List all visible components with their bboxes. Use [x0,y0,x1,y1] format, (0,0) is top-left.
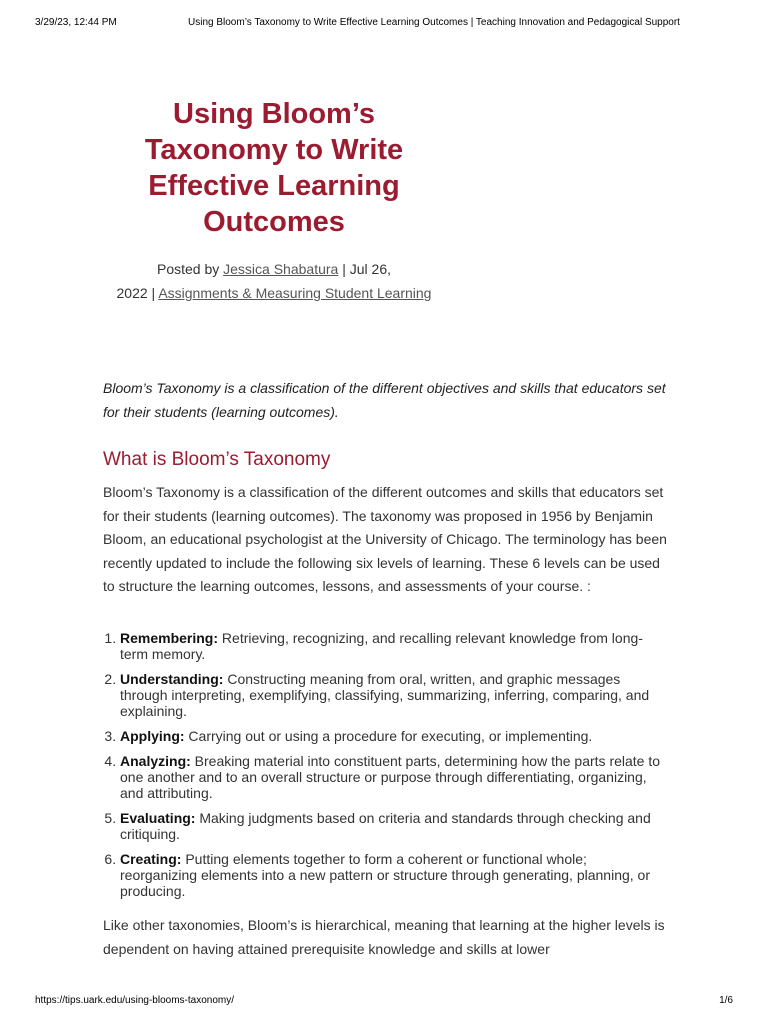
author-link[interactable]: Jessica Shabatura [223,261,339,277]
level-term: Evaluating: [120,809,196,826]
page-number: 1/6 [719,995,733,1006]
levels-list [103,630,667,899]
closing-paragraph: Like other taxonomies, Bloom’s is hierarchical, meaning that learning at the higher levels is dependent on having attained prerequisite knowledge and skills at lower [103,916,665,957]
article-header [103,96,445,305]
level-term: Understanding: [120,670,224,687]
post-date-part2: 2022 | [116,285,159,301]
level-desc: Constructing meaning from oral, written, and graphic messages through interpreting, exemplifying, classifying, summarizing, inferring, comparing, and explaining. [120,670,650,719]
posted-by-label: Posted by [156,261,224,277]
level-desc: Putting elements together to form a coherent or functional whole; reorganizing elements into a new pattern or structure through generating, planning, or producing. [120,850,650,899]
level-desc: Breaking material into constituent parts, determining how the parts relate to one another and to an overall structure or purpose through differentiating, organizing, and attributing. [120,752,661,801]
category-link[interactable]: Assignments & Measuring Student Learning [158,285,432,301]
level-term: Creating: [120,850,182,867]
section-heading: What is Bloom’s Taxonomy [103,449,331,470]
level-desc: Making judgments based on criteria and standards through checking and critiquing. [120,809,651,842]
section-paragraph: Bloom’s Taxonomy is a classification of the different outcomes and skills that educators set for their students (learning outcomes). The taxonomy was proposed in 1956 by Benjamin Bloom, an educational psychologist at the University of Chicago. The terminology has been recently updated to include the following six levels of learning. These 6 levels can be used to structure the learning outcomes, lessons, and assessments of your course. : [103,484,667,594]
post-date-part1: | Jul 26, [338,261,391,277]
level-term: Applying: [120,727,185,744]
list-item [120,810,667,842]
print-timestamp: 3/29/23, 12:44 PM [35,17,117,28]
level-desc: Retrieving, recognizing, and recalling relevant knowledge from long-term memory. [120,629,643,662]
level-desc: Carrying out or using a procedure for executing, or implementing. [184,727,593,744]
page-title: Using Bloom’s Taxonomy to Write Effective Learning Outcomes [144,98,404,238]
list-item [120,630,667,662]
level-term: Analyzing: [120,752,191,769]
print-document-title: Using Bloom’s Taxonomy to Write Effective Learning Outcomes | Teaching Innovation and Pedagogical Support [188,17,680,28]
print-footer [35,995,733,1009]
post-meta [103,257,445,305]
list-item [120,671,667,719]
print-header [35,17,733,31]
list-item [120,851,667,899]
print-url: https://tips.uark.edu/using-blooms-taxonomy/ [35,995,234,1006]
level-term: Remembering: [120,629,219,646]
intro-paragraph: Bloom’s Taxonomy is a classification of the different objectives and skills that educators set for their students (learning outcomes). [103,380,666,420]
list-item [120,728,667,744]
article-body [103,376,667,961]
list-item [120,753,667,801]
